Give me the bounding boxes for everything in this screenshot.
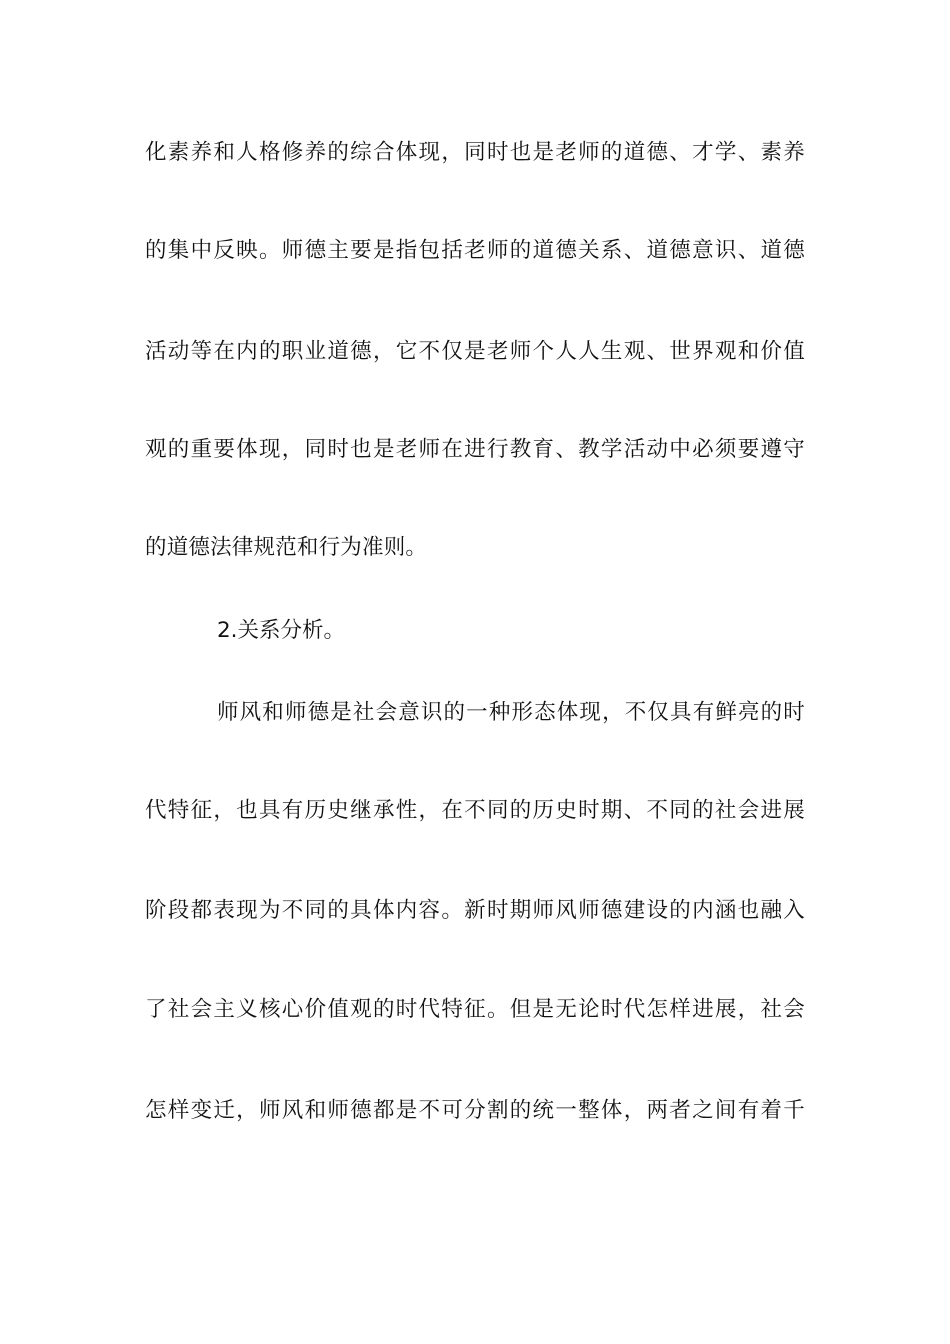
paragraph-1-line-4: 观的重要体现，同时也是老师在进行教育、教学活动中必须要遵守	[145, 437, 805, 462]
paragraph-2-line-1: 师风和师德是社会意识的一种形态体现，不仅具有鲜亮的时	[217, 700, 805, 725]
paragraph-2-line-3: 阶段都表现为不同的具体内容。新时期师风师德建设的内涵也融入	[145, 898, 805, 923]
paragraph-2-line-2: 代特征，也具有历史继承性，在不同的历史时期、不同的社会进展	[145, 798, 805, 823]
paragraph-2-line-5: 怎样变迁，师风和师德都是不可分割的统一整体，两者之间有着千	[145, 1098, 805, 1123]
paragraph-1-line-5: 的道德法律规范和行为准则。	[145, 535, 428, 560]
paragraph-1-line-1: 化素养和人格修养的综合体现，同时也是老师的道德、才学、素养	[145, 140, 805, 165]
paragraph-1-line-2: 的集中反映。师德主要是指包括老师的道德关系、道德意识、道德	[145, 238, 805, 263]
paragraph-2-line-4: 了社会主义核心价值观的时代特征。但是无论时代怎样进展，社会	[145, 997, 805, 1022]
section-heading: 2.关系分析。	[217, 618, 346, 643]
paragraph-1-line-3: 活动等在内的职业道德，它不仅是老师个人人生观、世界观和价值	[145, 339, 805, 364]
